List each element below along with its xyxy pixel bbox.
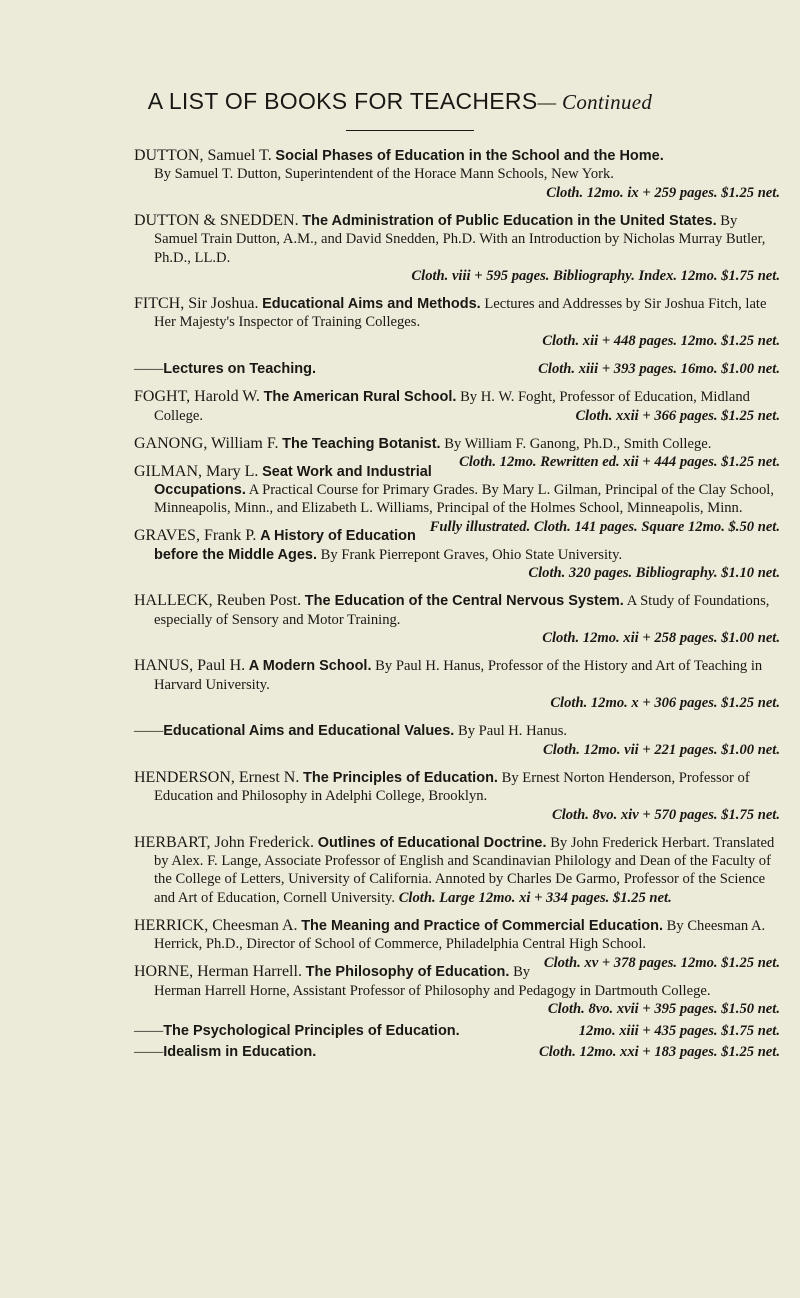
- page-header: [0, 88, 800, 115]
- entry-title: The Meaning and Practice of Commercial Education.: [301, 917, 663, 934]
- entry-description: By Cheesman A. Herrick, Ph.D., Director of School of Commerce, Philadelphia Central High School.: [154, 917, 766, 953]
- entry-title: Educational Aims and Educational Values.: [163, 723, 455, 740]
- entry-author: HALLECK, Reuben Post.: [134, 592, 302, 610]
- entry-title: The Philosophy of Education.: [305, 964, 510, 981]
- entry-description: By H. W. Foght, Professor of Education, Midland College.: [154, 389, 750, 424]
- entry-description: By Paul H. Hanus, Professor of the History and Art of Teaching in Harvard University.: [154, 658, 763, 693]
- entry-publication: Cloth. xxii + 366 pages. $1.25 net.: [575, 407, 780, 424]
- entry-publication: 12mo. xiii + 435 pages. $1.75 net.: [578, 1023, 780, 1040]
- entry-publication: Cloth. 12mo. ix + 259 pages. $1.25 net.: [546, 184, 780, 201]
- entry-author: GRAVES, Frank P.: [134, 527, 257, 545]
- entry-author: HERBART, John Frederick.: [134, 833, 315, 851]
- entry-author: DUTTON, Samuel T.: [134, 147, 272, 164]
- entry-description: By Samuel T. Dutton, Superintendent of the Horace Mann Schools, New York.: [154, 166, 614, 183]
- book-entry: [134, 834, 780, 908]
- entry-description: By John Frederick Herbart. Translated by Alex. F. Lange, Associate Professor of English and Scandinavian Philology and Dean of the Faculty of the College of Letters, University of California. Annoted by Charles De Garmo, Professor of the Science and Art of Education, Cornell University.: [154, 834, 775, 906]
- entry-description: By Herman Harrell Horne, Assistant Professor of Philosophy and Pedagogy in Dartmouth College.: [154, 964, 711, 999]
- header-continued: — Continued: [537, 90, 653, 114]
- entry-publication: Cloth. 12mo. xii + 258 pages. $1.00 net.: [542, 630, 780, 647]
- book-entry: [134, 212, 780, 286]
- entry-title: The Psychological Principles of Education.: [163, 1023, 460, 1040]
- entry-author: HENDERSON, Ernest N.: [134, 768, 300, 786]
- entry-author: GILMAN, Mary L.: [134, 462, 259, 480]
- entry-description: A Practical Course for Primary Grades. By Mary L. Gilman, Principal of the Clay School, Minneapolis, Minn., and Elizabeth L. Williams, Principal of the Holmes School, Minneapolis, Minn.: [154, 482, 774, 517]
- entry-title: Seat Work and Industrial Occupations.: [154, 463, 432, 499]
- entry-title: Educational Aims and Methods.: [262, 296, 481, 313]
- entry-title: A History of Education before the Middle Ages.: [154, 528, 416, 563]
- entry-publication: Cloth. 12mo. Rewritten ed. xii + 444 pages. $1.25 net.: [459, 454, 780, 471]
- entry-title: The Administration of Public Education in the United States.: [302, 212, 717, 229]
- entry-publication: Cloth. 320 pages. Bibliography. $1.10 net.: [528, 565, 780, 582]
- entry-title: Idealism in Education.: [163, 1043, 317, 1060]
- entry-author: GANONG, William F.: [134, 434, 279, 452]
- entry-author: FOGHT, Harold W.: [134, 388, 260, 406]
- entry-publication: Cloth. xv + 378 pages. 12mo. $1.25 net.: [543, 954, 780, 971]
- entry-author: HANUS, Paul H.: [134, 657, 246, 675]
- entry-publication: Cloth. 8vo. xvii + 395 pages. $1.50 net.: [547, 1000, 780, 1017]
- book-entry: [134, 147, 780, 202]
- entry-title: The American Rural School.: [263, 389, 457, 406]
- book-entry: [134, 1043, 780, 1061]
- entry-publication: Cloth. Large 12mo. xi + 334 pages. $1.25 net.: [398, 889, 672, 906]
- entry-publication: Cloth. 12mo. x + 306 pages. $1.25 net.: [550, 694, 780, 711]
- entry-author: DUTTON & SNEDDEN.: [134, 211, 299, 229]
- ditto-dash: ——: [134, 361, 164, 378]
- entry-title: Outlines of Educational Doctrine.: [317, 834, 547, 851]
- ditto-dash: ——: [134, 1043, 164, 1060]
- entry-title: A Modern School.: [248, 658, 372, 675]
- entry-description: By Ernest Norton Henderson, Professor of Education and Philosophy in Adelphi College, Brooklyn.: [154, 769, 750, 805]
- entry-author: HORNE, Herman Harrell.: [134, 963, 302, 981]
- entry-title: The Principles of Education.: [302, 769, 498, 786]
- entry-author: HERRICK, Cheesman A.: [134, 916, 298, 934]
- entry-author: FITCH, Sir Joshua.: [134, 295, 259, 313]
- entry-description: By William F. Ganong, Ph.D., Smith College.: [444, 435, 712, 452]
- entry-description: A Study of Foundations, especially of Sensory and Motor Training.: [154, 593, 770, 628]
- entry-publication: Cloth. 12mo. xxi + 183 pages. $1.25 net.: [538, 1043, 780, 1060]
- entry-description: By Samuel Train Dutton, A.M., and David Snedden, Ph.D. With an Introduction by Nicholas Murray Butler, Ph.D., LL.D.: [154, 212, 766, 266]
- entry-title: The Education of the Central Nervous System.: [304, 593, 624, 610]
- book-entry: [134, 1022, 780, 1040]
- entry-publication: Cloth. xiii + 393 pages. 16mo. $1.00 net.: [538, 361, 780, 378]
- entry-description: Lectures and Addresses by Sir Joshua Fitch, late Her Majesty's Inspector of Training Colleges.: [154, 296, 767, 331]
- ditto-dash: ——: [134, 723, 164, 740]
- entry-publication: Cloth. 8vo. xiv + 570 pages. $1.75 net.: [551, 806, 780, 823]
- header-rule: [346, 130, 474, 131]
- entry-publication: Cloth. xii + 448 pages. 12mo. $1.25 net.: [542, 332, 780, 349]
- book-entry: [134, 916, 780, 971]
- book-entry: [134, 769, 780, 824]
- book-entry: [134, 657, 780, 712]
- entry-publication: Cloth. viii + 595 pages. Bibliography. Index. 12mo. $1.75 net.: [411, 268, 780, 285]
- book-entry: [134, 388, 780, 425]
- entry-title: Social Phases of Education in the School and the Home.: [275, 148, 664, 164]
- entry-publication: Cloth. 12mo. vii + 221 pages. $1.00 net.: [543, 741, 780, 758]
- book-entry: [134, 295, 780, 350]
- header-title: A LIST OF BOOKS FOR TEACHERS: [147, 88, 538, 114]
- entry-description: By Frank Pierrepont Graves, Ohio State University.: [320, 546, 623, 563]
- entry-description: By Paul H. Hanus.: [458, 723, 568, 740]
- book-entry: [134, 592, 780, 647]
- entry-title: The Teaching Botanist.: [282, 435, 441, 452]
- entry-publication: Fully illustrated. Cloth. 141 pages. Square 12mo. $.50 net.: [429, 518, 780, 535]
- ditto-dash: ——: [134, 1023, 164, 1040]
- book-entry: [134, 360, 780, 378]
- entry-title: Lectures on Teaching.: [163, 361, 317, 378]
- book-entries: [134, 147, 780, 1071]
- book-entry: [134, 722, 780, 759]
